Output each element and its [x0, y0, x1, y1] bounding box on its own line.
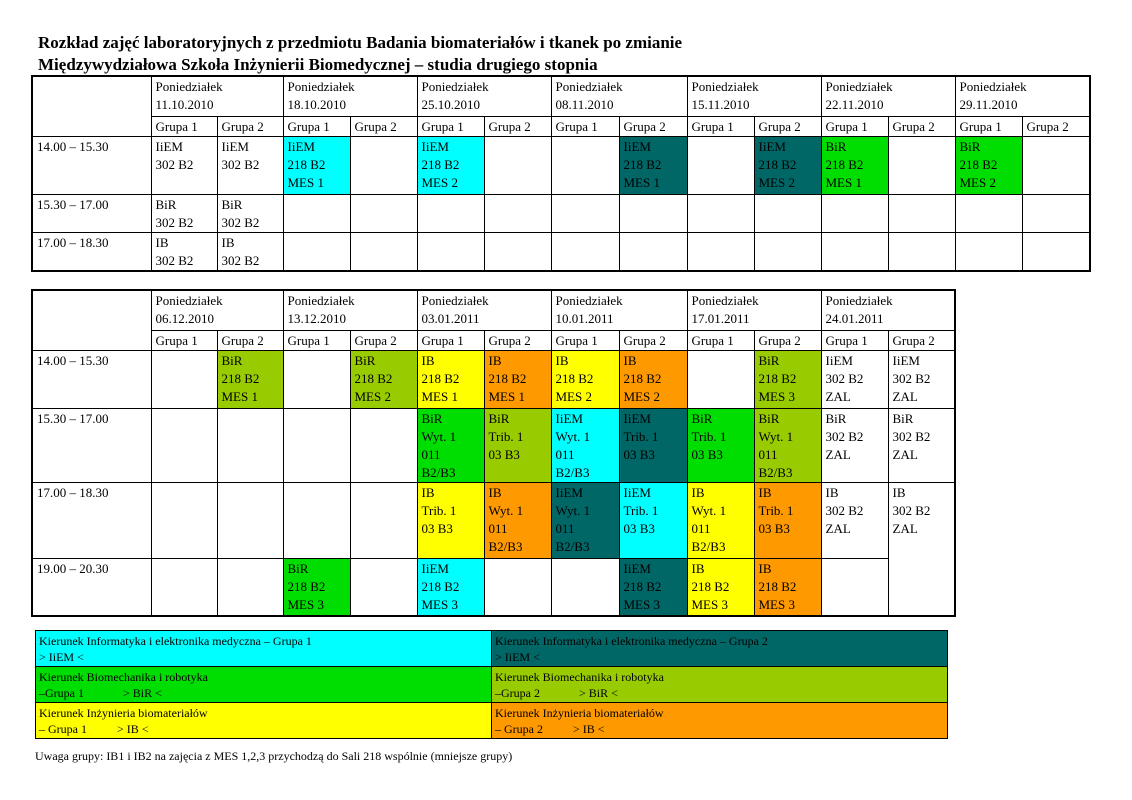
legend-table: [35, 630, 948, 739]
date-header: [687, 76, 821, 116]
class-slot: IiEM 218 B2 MES 3: [417, 558, 484, 616]
empty-slot: [350, 408, 417, 482]
empty-slot: [484, 194, 551, 232]
empty-slot: [217, 408, 283, 482]
class-slot: IB Trib. 1 03 B3: [754, 482, 821, 558]
date-label: 22.11.2010: [825, 97, 884, 112]
time-slot-label: 15.30 – 17.00: [32, 194, 151, 232]
group-2-header: Grupa 2: [217, 330, 283, 350]
class-slot: IiEM 218 B2 MES 1: [619, 136, 687, 194]
group-1-header: Grupa 1: [821, 116, 888, 136]
class-slot: BiR 302 B2: [217, 194, 283, 232]
group-1-header: Grupa 1: [955, 116, 1022, 136]
empty-slot: [350, 482, 417, 558]
class-slot: IB Trib. 1 03 B3: [417, 482, 484, 558]
date-header: [151, 76, 283, 116]
class-slot: BiR 302 B2 ZAL: [888, 408, 955, 482]
time-slot-label: 19.00 – 20.30: [32, 558, 151, 616]
class-slot: BiR 218 B2 MES 2: [955, 136, 1022, 194]
empty-slot: [821, 194, 888, 232]
empty-slot: [754, 194, 821, 232]
class-slot: BiR 302 B2: [151, 194, 217, 232]
date-label: 06.12.2010: [155, 311, 214, 326]
time-slot-label: 17.00 – 18.30: [32, 482, 151, 558]
day-name: Poniedziałek: [959, 79, 1027, 94]
day-name: Poniedziałek: [825, 293, 893, 308]
empty-slot: [283, 408, 350, 482]
date-header: [551, 76, 687, 116]
empty-slot: [888, 232, 955, 271]
empty-slot: [283, 232, 350, 271]
group-2-header: Grupa 2: [484, 330, 551, 350]
empty-slot: [484, 136, 551, 194]
day-name: Poniedziałek: [555, 79, 623, 94]
empty-slot: [350, 558, 417, 616]
corner-cell: [32, 76, 151, 136]
class-slot: IiEM 302 B2 ZAL: [821, 350, 888, 408]
date-label: 18.10.2010: [287, 97, 346, 112]
empty-slot: [151, 408, 217, 482]
class-slot: IB 302 B2: [217, 232, 283, 271]
legend-entry: Kierunek Biomechanika i robotyka –Grupa 1 > BiR <: [36, 667, 492, 703]
class-slot: IiEM 218 B2 MES 2: [417, 136, 484, 194]
empty-slot: [619, 232, 687, 271]
class-slot: IiEM 218 B2 MES 2: [754, 136, 821, 194]
class-slot: IB 218 B2 MES 1: [417, 350, 484, 408]
date-header: [821, 290, 955, 330]
empty-slot: [151, 558, 217, 616]
empty-slot: [619, 194, 687, 232]
day-name: Poniedziałek: [287, 79, 355, 94]
empty-slot: [417, 232, 484, 271]
group-1-header: Grupa 1: [417, 330, 484, 350]
class-slot: BiR 302 B2 ZAL: [821, 408, 888, 482]
empty-slot: [551, 232, 619, 271]
date-label: 08.11.2010: [555, 97, 614, 112]
empty-slot: [283, 350, 350, 408]
group-2-header: Grupa 2: [619, 116, 687, 136]
date-header: [151, 290, 283, 330]
date-label: 11.10.2010: [155, 97, 214, 112]
note-text: Uwaga grupy: IB1 i IB2 na zajęcia z MES 1,2,3 przychodzą do Sali 218 wspólnie (mniejsze grupy): [35, 749, 513, 763]
date-header: [821, 76, 955, 116]
legend-row: [36, 631, 948, 667]
empty-slot: [417, 194, 484, 232]
class-slot: IB 218 B2 MES 2: [551, 350, 619, 408]
class-slot: BiR 218 B2 MES 1: [217, 350, 283, 408]
date-label: 15.11.2010: [691, 97, 750, 112]
date-header: [955, 76, 1090, 116]
class-slot: IB 218 B2 MES 1: [484, 350, 551, 408]
group-1-header: Grupa 1: [151, 116, 217, 136]
empty-slot: [1022, 136, 1090, 194]
empty-slot: [821, 558, 888, 616]
class-slot: IiEM Wyt. 1 011 B2/B3: [551, 408, 619, 482]
class-slot: IB 218 B2 MES 3: [754, 558, 821, 616]
date-label: 13.12.2010: [287, 311, 346, 326]
date-label: 17.01.2011: [691, 311, 750, 326]
class-slot: IB 218 B2 MES 3: [687, 558, 754, 616]
group-2-header: Grupa 2: [888, 330, 955, 350]
group-2-header: Grupa 2: [888, 116, 955, 136]
class-slot: BiR 218 B2 MES 3: [754, 350, 821, 408]
class-slot: IiEM Trib. 1 03 B3: [619, 482, 687, 558]
day-name: Poniedziałek: [691, 293, 759, 308]
empty-slot: [687, 194, 754, 232]
time-slot-row: [32, 232, 1090, 271]
group-1-header: Grupa 1: [551, 116, 619, 136]
empty-slot: [1022, 194, 1090, 232]
date-header: [417, 76, 551, 116]
day-name: Poniedziałek: [421, 293, 489, 308]
empty-slot: [687, 350, 754, 408]
date-label: 03.01.2011: [421, 311, 480, 326]
class-slot: BiR Trib. 1 03 B3: [687, 408, 754, 482]
class-slot: IB Wyt. 1 011 B2/B3: [484, 482, 551, 558]
empty-slot: [754, 232, 821, 271]
class-slot: BiR Trib. 1 03 B3: [484, 408, 551, 482]
page-title: Rozkład zajęć laboratoryjnych z przedmiotu Badania biomateriałów i tkanek po zmianie: [38, 33, 683, 52]
class-slot: IB 302 B2: [151, 232, 217, 271]
group-1-header: Grupa 1: [283, 330, 350, 350]
class-slot: IiEM 302 B2: [217, 136, 283, 194]
schedule-table-1: [31, 75, 1091, 272]
group-1-header: Grupa 1: [687, 116, 754, 136]
empty-slot: [687, 136, 754, 194]
date-label: 29.11.2010: [959, 97, 1018, 112]
legend-entry: Kierunek Informatyka i elektronika medyczna – Grupa 2 > IiEM <: [492, 631, 948, 667]
empty-slot: [151, 482, 217, 558]
time-slot-row: [32, 482, 955, 558]
empty-slot: [151, 350, 217, 408]
empty-slot: [350, 136, 417, 194]
empty-slot: [283, 482, 350, 558]
class-slot: IB 302 B2 ZAL: [821, 482, 888, 558]
empty-slot: [217, 482, 283, 558]
time-slot-label: 14.00 – 15.30: [32, 350, 151, 408]
day-name: Poniedziałek: [155, 293, 223, 308]
class-slot: IiEM 302 B2: [151, 136, 217, 194]
legend-row: [36, 703, 948, 739]
day-name: Poniedziałek: [155, 79, 223, 94]
empty-slot: [821, 232, 888, 271]
empty-slot: [687, 232, 754, 271]
empty-slot: [283, 194, 350, 232]
class-slot: IiEM 302 B2 ZAL: [888, 350, 955, 408]
group-1-header: Grupa 1: [283, 116, 350, 136]
empty-slot: [955, 232, 1022, 271]
group-2-header: Grupa 2: [1022, 116, 1090, 136]
legend-entry: Kierunek Informatyka i elektronika medyczna – Grupa 1 > IiEM <: [36, 631, 492, 667]
time-slot-row: [32, 136, 1090, 194]
time-slot-row: [32, 408, 955, 482]
day-name: Poniedziałek: [287, 293, 355, 308]
empty-slot: [484, 232, 551, 271]
time-slot-row: [32, 350, 955, 408]
time-slot-row: [32, 194, 1090, 232]
empty-slot: [888, 136, 955, 194]
class-slot: BiR Wyt. 1 011 B2/B3: [417, 408, 484, 482]
time-slot-label: 17.00 – 18.30: [32, 232, 151, 271]
empty-slot: [551, 194, 619, 232]
class-slot: BiR 218 B2 MES 3: [283, 558, 350, 616]
date-label: 10.01.2011: [555, 311, 614, 326]
empty-slot: [484, 558, 551, 616]
date-header: [417, 290, 551, 330]
class-slot: IiEM Trib. 1 03 B3: [619, 408, 687, 482]
date-label: 25.10.2010: [421, 97, 480, 112]
group-2-header: Grupa 2: [217, 116, 283, 136]
day-name: Poniedziałek: [691, 79, 759, 94]
class-slot: IiEM Wyt. 1 011 B2/B3: [551, 482, 619, 558]
empty-slot: [888, 194, 955, 232]
group-1-header: Grupa 1: [551, 330, 619, 350]
date-header: [283, 76, 417, 116]
corner-cell: [32, 290, 151, 350]
group-2-header: Grupa 2: [754, 116, 821, 136]
empty-slot: [350, 194, 417, 232]
class-slot: BiR 218 B2 MES 1: [821, 136, 888, 194]
page-subtitle: Międzywydziałowa Szkoła Inżynierii Biomedycznej – studia drugiego stopnia: [38, 55, 598, 74]
group-2-header: Grupa 2: [484, 116, 551, 136]
legend-entry: Kierunek Inżynieria biomateriałów – Grupa 2 > IB <: [492, 703, 948, 739]
group-1-header: Grupa 1: [151, 330, 217, 350]
class-slot: BiR 218 B2 MES 2: [350, 350, 417, 408]
date-header: [283, 290, 417, 330]
legend-entry: Kierunek Inżynieria biomateriałów – Grupa 1 > IB <: [36, 703, 492, 739]
empty-slot: [1022, 232, 1090, 271]
time-slot-label: 15.30 – 17.00: [32, 408, 151, 482]
day-name: Poniedziałek: [421, 79, 489, 94]
group-1-header: Grupa 1: [821, 330, 888, 350]
class-slot: IiEM 218 B2 MES 1: [283, 136, 350, 194]
empty-slot: [217, 558, 283, 616]
class-slot: IB 218 B2 MES 2: [619, 350, 687, 408]
legend-row: [36, 667, 948, 703]
group-1-header: Grupa 1: [417, 116, 484, 136]
day-name: Poniedziałek: [555, 293, 623, 308]
group-2-header: Grupa 2: [754, 330, 821, 350]
class-slot: IiEM 218 B2 MES 3: [619, 558, 687, 616]
class-slot: BiR Wyt. 1 011 B2/B3: [754, 408, 821, 482]
legend-entry: Kierunek Biomechanika i robotyka –Grupa 2 > BiR <: [492, 667, 948, 703]
empty-slot: [955, 194, 1022, 232]
schedule-table-2: [31, 289, 956, 617]
empty-slot: [551, 558, 619, 616]
group-2-header: Grupa 2: [619, 330, 687, 350]
date-header: [687, 290, 821, 330]
class-slot: IB 302 B2 ZAL: [888, 482, 955, 616]
empty-slot: [551, 136, 619, 194]
group-2-header: Grupa 2: [350, 330, 417, 350]
time-slot-row: [32, 558, 955, 616]
group-1-header: Grupa 1: [687, 330, 754, 350]
empty-slot: [350, 232, 417, 271]
class-slot: IB Wyt. 1 011 B2/B3: [687, 482, 754, 558]
date-header: [551, 290, 687, 330]
group-2-header: Grupa 2: [350, 116, 417, 136]
time-slot-label: 14.00 – 15.30: [32, 136, 151, 194]
day-name: Poniedziałek: [825, 79, 893, 94]
date-label: 24.01.2011: [825, 311, 884, 326]
